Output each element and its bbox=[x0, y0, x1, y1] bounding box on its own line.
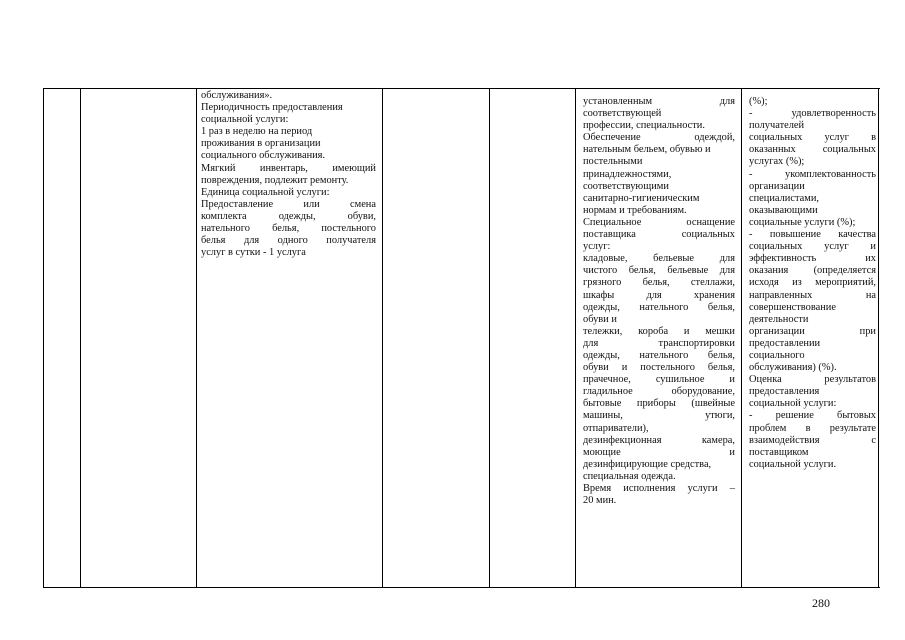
text-line: проблем в результате bbox=[749, 422, 876, 434]
text-line: услуг в сутки - 1 услуга bbox=[201, 247, 306, 259]
text-line: профессии, специальности. bbox=[583, 120, 705, 132]
text-line: гладильное оборудование, bbox=[583, 386, 735, 398]
text-line: направленных на bbox=[749, 289, 876, 301]
text-line: получателей bbox=[749, 120, 805, 132]
text-line: постельными bbox=[583, 156, 643, 168]
text-line: исходя из мероприятий, bbox=[749, 277, 876, 289]
page-number: 280 bbox=[812, 596, 830, 610]
text-line: соответствующими bbox=[583, 180, 669, 192]
text-line: - решение бытовых bbox=[749, 410, 876, 422]
text-line: нательного белья, постельного bbox=[201, 223, 376, 235]
text-line: обуви и bbox=[583, 313, 617, 325]
text-line: Оценка результатов bbox=[749, 374, 876, 386]
text-line: машины, утюги, bbox=[583, 410, 735, 422]
table-bottom-border bbox=[43, 587, 880, 588]
text-line: Специальное оснащение bbox=[583, 216, 735, 228]
text-line: (%); bbox=[749, 96, 768, 107]
text-line: установленным для bbox=[583, 96, 735, 107]
column-divider bbox=[878, 88, 879, 588]
text-line: обуви и постельного белья, bbox=[583, 362, 735, 374]
text-line: бытовые приборы (швейные bbox=[583, 398, 735, 410]
text-line: социального обслуживания. bbox=[201, 150, 326, 162]
text-line: предоставлении bbox=[749, 337, 821, 349]
column-divider bbox=[80, 88, 81, 588]
service-conditions-column bbox=[583, 96, 735, 507]
column-divider bbox=[575, 88, 576, 588]
text-line: эффективность их bbox=[749, 253, 876, 265]
text-line: услугах (%); bbox=[749, 156, 805, 168]
text-line: Мягкий инвентарь, имеющий bbox=[201, 162, 376, 174]
text-line: взаимодействия с bbox=[749, 434, 876, 446]
text-line: предоставления bbox=[749, 386, 820, 398]
column-divider bbox=[43, 88, 44, 588]
text-line: одежды, нательного белья, bbox=[583, 349, 735, 361]
text-line: деятельности bbox=[749, 313, 809, 325]
text-line: чистого белья, бельевые для bbox=[583, 265, 735, 277]
text-line: 20 мин. bbox=[583, 495, 617, 507]
text-line: повреждения, подлежит ремонту. bbox=[201, 174, 349, 186]
text-line: соответствующей bbox=[583, 108, 662, 120]
column-divider bbox=[382, 88, 383, 588]
column-divider bbox=[196, 88, 197, 588]
text-line: нательным бельем, обувью и bbox=[583, 144, 711, 156]
service-description-column bbox=[201, 90, 376, 259]
text-line: обслуживания) (%). bbox=[749, 362, 837, 374]
column-divider bbox=[489, 88, 490, 588]
text-line: грязного белья, стеллажи, bbox=[583, 277, 735, 289]
column-divider bbox=[741, 88, 742, 588]
text-line: оказанных социальных bbox=[749, 144, 876, 156]
text-line: проживания в организации bbox=[201, 138, 321, 150]
text-line: Обеспечение одеждой, bbox=[583, 132, 735, 144]
text-line: 1 раз в неделю на период bbox=[201, 126, 313, 138]
text-line: обслуживания». bbox=[201, 90, 273, 101]
text-line: моющие и bbox=[583, 446, 735, 458]
text-line: комплекта одежды, обуви, bbox=[201, 210, 376, 222]
text-line: Время исполнения услуги – bbox=[583, 483, 735, 494]
text-line: принадлежностями, bbox=[583, 168, 672, 180]
table-top-border bbox=[43, 88, 880, 89]
text-line: специальная одежда. bbox=[583, 470, 676, 482]
text-line: оказания (определяется bbox=[749, 265, 876, 277]
text-line: шкафы для хранения bbox=[583, 289, 735, 301]
text-line: поставщика социальных bbox=[583, 229, 735, 241]
text-line: прачечное, сушильное и bbox=[583, 374, 735, 386]
text-line: белья для одного получателя bbox=[201, 235, 376, 247]
text-line: специалистами, bbox=[749, 192, 819, 204]
text-line: отпариватели), bbox=[583, 422, 649, 434]
quality-indicators-column bbox=[749, 96, 876, 471]
text-line: дезинфицирующие средства, bbox=[583, 458, 712, 470]
text-line: санитарно-гигиеническим bbox=[583, 192, 700, 204]
text-line: социальные услуги (%); bbox=[749, 216, 856, 228]
text-line: - повышение качества bbox=[749, 229, 876, 241]
text-line: Единица социальной услуги: bbox=[201, 186, 330, 198]
text-line: Предоставление или смена bbox=[201, 198, 376, 210]
text-line: социальной услуги. bbox=[749, 458, 837, 470]
text-line: тележки, короба и мешки bbox=[583, 325, 735, 337]
text-line: совершенствование bbox=[749, 301, 836, 313]
text-line: кладовые, бельевые для bbox=[583, 253, 735, 265]
text-line: оказывающими bbox=[749, 204, 818, 216]
text-line: социальных услуг и bbox=[749, 241, 876, 253]
text-line: социальных услуг в bbox=[749, 132, 876, 144]
text-line: социальной услуги: bbox=[201, 114, 289, 126]
text-line: поставщиком bbox=[749, 446, 809, 458]
text-line: - удовлетворенность bbox=[749, 108, 876, 120]
text-line: одежды, нательного белья, bbox=[583, 301, 735, 313]
text-line: дезинфекционная камера, bbox=[583, 434, 735, 446]
text-line: услуг: bbox=[583, 241, 611, 253]
text-line: социального bbox=[749, 349, 805, 361]
text-line: организации при bbox=[749, 325, 876, 337]
text-line: для транспортировки bbox=[583, 337, 735, 349]
text-line: социальной услуги: bbox=[749, 398, 837, 410]
text-line: организации bbox=[749, 180, 805, 192]
text-line: Периодичность предоставления bbox=[201, 102, 343, 114]
text-line: нормам и требованиям. bbox=[583, 204, 687, 216]
text-line: - укомплектованность bbox=[749, 168, 876, 180]
